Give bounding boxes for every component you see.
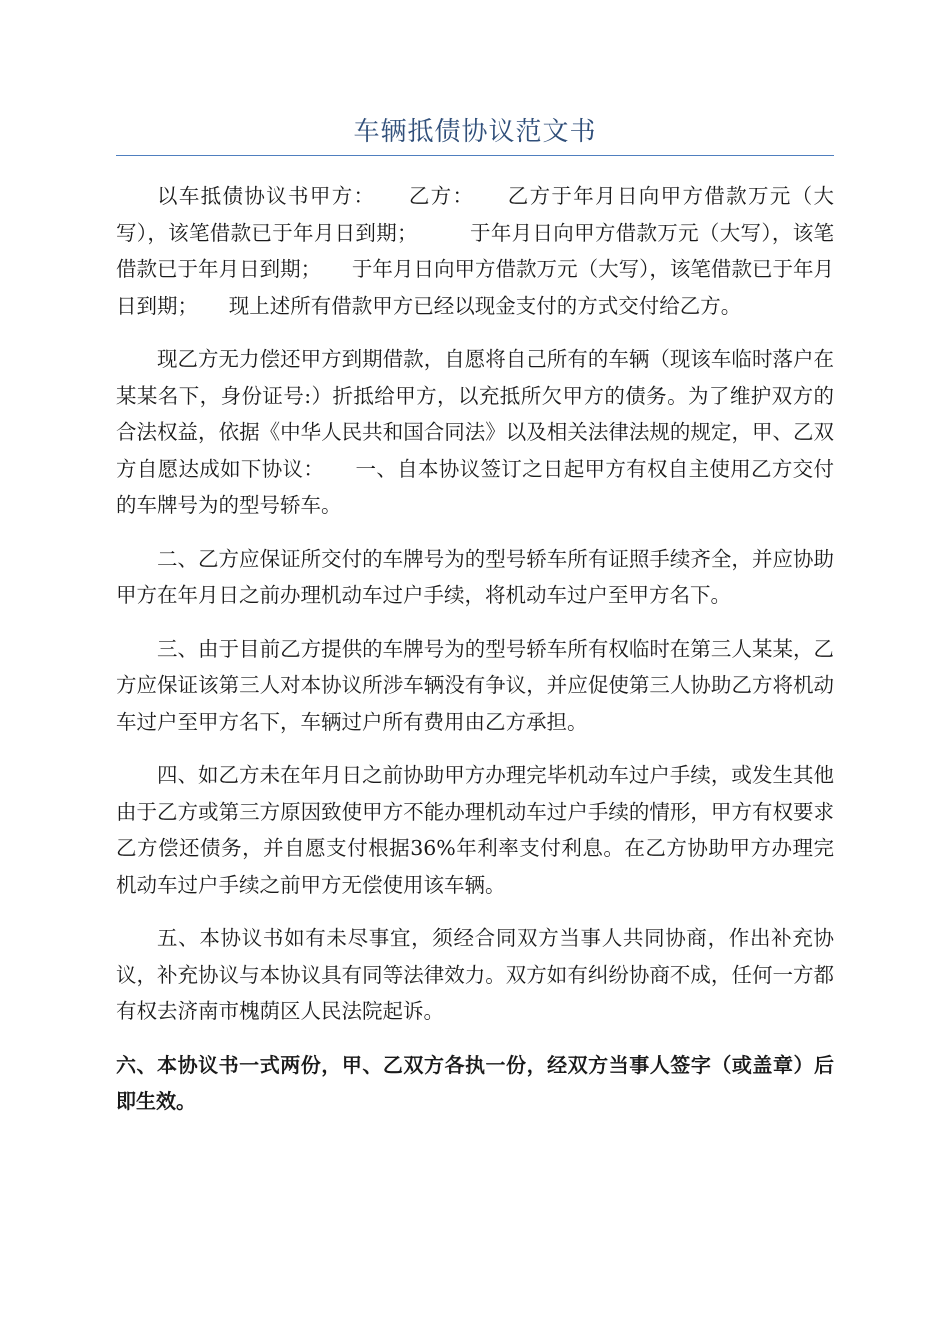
document-title: 车辆抵债协议范文书 [353, 117, 597, 147]
paragraph-clause-3: 三、由于目前乙方提供的车牌号为的型号轿车所有权临时在第三人某某，乙方应保证该第三人对本协议所涉车辆没有争议，并应促使第三人协助乙方将机动车过户至甲方名下，车辆过户所有费用由乙方承担。 [116, 636, 834, 734]
document-body [116, 178, 834, 1137]
paragraph-clause-6: 六、本协议书一式两份，甲、乙双方各执一份，经双方当事人签字（或盖章）后即生效。 [116, 1052, 834, 1113]
paragraph-parties-and-loans: 以车抵债协议书甲方： 乙方： 乙方于年月日向甲方借款万元（大写），该笔借款已于年月日到期； 于年月日向甲方借款万元（大写），该笔借款已于年月日到期； 于年月日向甲方借款万元（大写），该笔借款已于年月日到期； 现上述所有借款甲方已经以现金支付的方式交付给乙方。 [116, 184, 834, 318]
title-underline [116, 155, 834, 156]
paragraph-vehicle-offset-clause-1: 现乙方无力偿还甲方到期借款，自愿将自己所有的车辆（现该车临时落户在某某名下，身份证号:）折抵给甲方，以充抵所欠甲方的债务。为了维护双方的合法权益，依据《中华人民共和国合同法》以及相关法律法规的规定，甲、乙双方自愿达成如下协议： 一、自本协议签订之日起甲方有权自主使用乙方交付的车牌号为的型号轿车。 [116, 347, 834, 517]
paragraph-clause-5: 五、本协议书如有未尽事宜，须经合同双方当事人共同协商，作出补充协议，补充协议与本协议具有同等法律效力。双方如有纠纷协商不成，任何一方都有权去济南市槐荫区人民法院起诉。 [116, 926, 834, 1023]
paragraph-clause-2: 二、乙方应保证所交付的车牌号为的型号轿车所有证照手续齐全，并应协助甲方在年月日之前办理机动车过户手续，将机动车过户至甲方名下。 [116, 546, 834, 607]
paragraph-clause-4: 四、如乙方未在年月日之前协助甲方办理完毕机动车过户手续，或发生其他由于乙方或第三方原因致使甲方不能办理机动车过户手续的情形，甲方有权要求乙方偿还债务，并自愿支付根据36%年利率支付利息。在乙方协助甲方办理完机动车过户手续之前甲方无偿使用该车辆。 [116, 763, 834, 897]
